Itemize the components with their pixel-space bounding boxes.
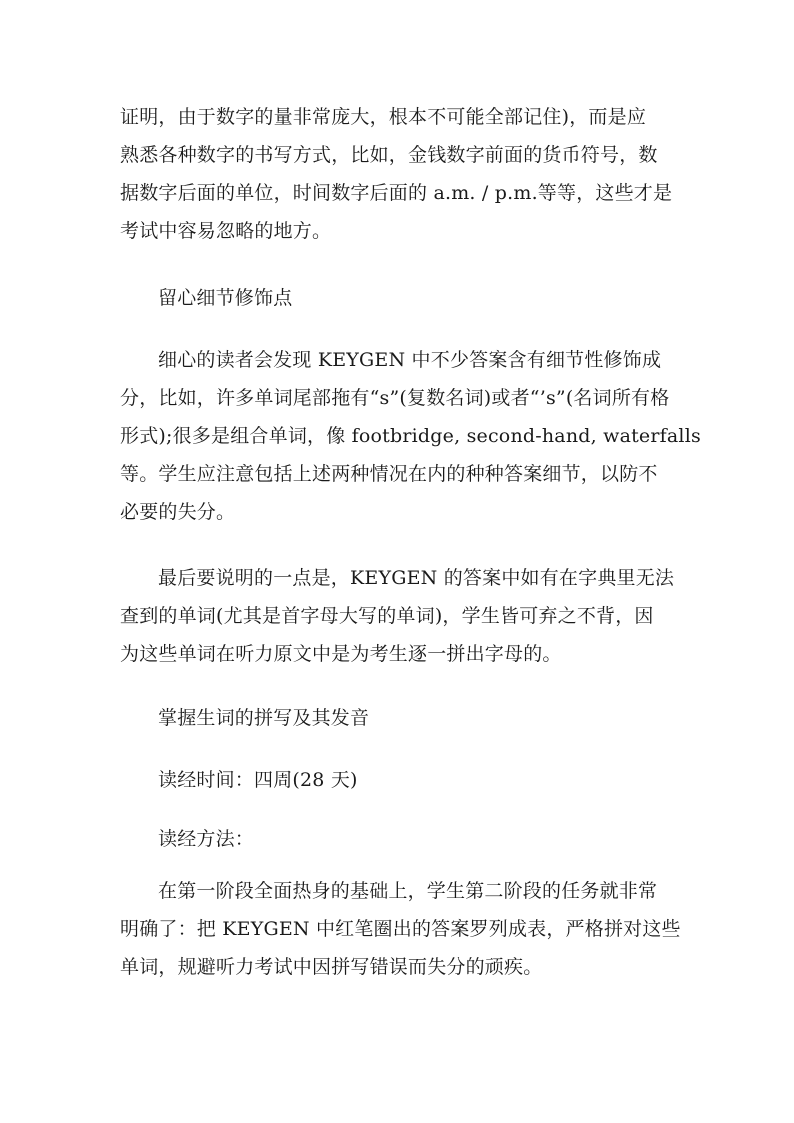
text-line: 查到的单词(尤其是首字母大写的单词)，学生皆可弃之不背，因 <box>120 605 654 627</box>
text-line: 等。学生应注意包括上述两种情况在内的种种答案细节，以防不 <box>120 463 658 485</box>
paragraph-second-stage <box>120 872 681 986</box>
heading-text: 留心细节修饰点 <box>158 287 293 309</box>
reading-time <box>120 761 714 799</box>
paragraph-final-note <box>120 559 676 673</box>
text-line: 熟悉各种数字的书写方式，比如，金钱数字前面的货币符号，数 <box>120 144 658 166</box>
text-line: 必要的失分。 <box>120 501 236 523</box>
text-line: 细心的读者会发现 KEYGEN 中不少答案含有细节性修饰成 <box>158 349 662 371</box>
section-heading-details <box>120 279 714 317</box>
text-line: 最后要说明的一点是，KEYGEN 的答案中如有在字典里无法 <box>158 567 675 589</box>
text-line: 在第一阶段全面热身的基础上，学生第二阶段的任务就非常 <box>158 880 658 902</box>
text-line: 单词，规避听力考试中因拼写错误而失分的顽疾。 <box>120 956 543 978</box>
heading-text: 掌握生词的拼写及其发音 <box>158 707 370 729</box>
section-heading-spelling <box>120 699 714 737</box>
reading-time-text: 读经时间：四周(28 天) <box>158 769 358 791</box>
text-line: 据数字后面的单位，时间数字后面的 a.m. / p.m.等等，这些才是 <box>120 182 673 204</box>
reading-method-label <box>120 820 714 858</box>
text-line: 分，比如，许多单词尾部拖有“s”(复数名词)或者“’s”(名词所有格 <box>120 387 670 409</box>
text-line: 为这些单词在听力原文中是为考生逐一拼出字母的。 <box>120 643 562 665</box>
text-line: 证明，由于数字的量非常庞大，根本不可能全部记住)，而是应 <box>120 106 647 128</box>
paragraph-detail-modifiers <box>120 341 701 531</box>
text-line: 形式);很多是组合单词，像 footbridge, second-hand, waterfalls <box>120 425 701 447</box>
paragraph-numbers-format <box>120 98 676 250</box>
reading-method-text: 读经方法： <box>158 828 255 850</box>
text-line: 明确了：把 KEYGEN 中红笔圈出的答案罗列成表，严格拼对这些 <box>120 918 681 940</box>
text-line: 考试中容易忽略的地方。 <box>120 220 332 242</box>
